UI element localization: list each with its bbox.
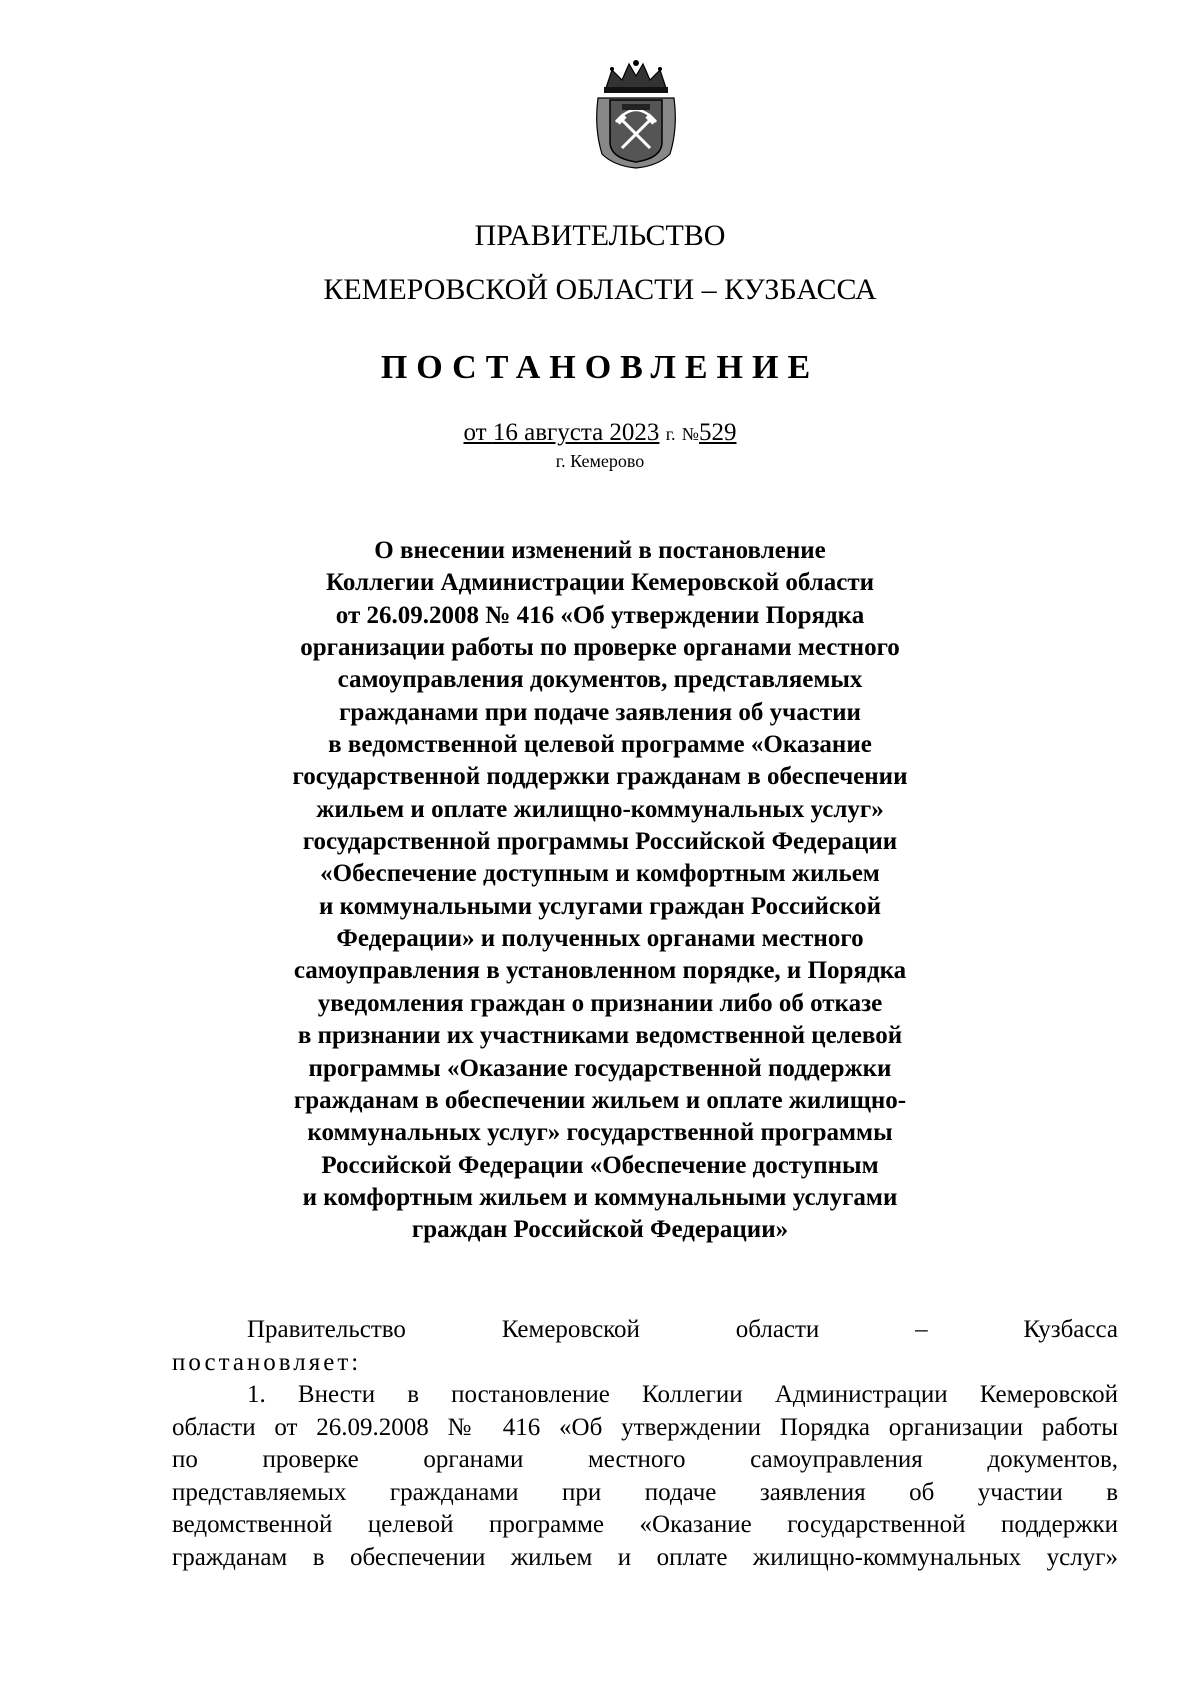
title-line: О внесении изменений в постановление — [374, 537, 826, 564]
title-line: самоуправления в установленном порядке, и Порядка — [293, 957, 907, 985]
title-line: граждан Российской Федерации» — [411, 1216, 789, 1244]
title-line: Федерации» и полученных органами местного — [336, 925, 864, 953]
body-line: по проверке органами местного самоуправления документов, — [172, 1446, 1118, 1473]
title-line: в признании их участниками ведомственной целевой — [297, 1022, 903, 1050]
title-line: и комфортным жильем и коммунальными услугами — [302, 1183, 898, 1211]
title-line: Российской Федерации «Обеспечение доступным — [321, 1151, 879, 1179]
title-line: Коллегии Администрации Кемеровской области — [325, 569, 875, 597]
body-line: представляемых гражданами при подаче заявления об участии в — [172, 1478, 1118, 1506]
body-line: 1. Внести в постановление Коллегии Администрации Кемеровской — [247, 1381, 1118, 1408]
document-title — [200, 535, 1000, 1247]
document-date-number — [0, 418, 1200, 449]
document-number: 529 — [698, 419, 737, 446]
year-suffix: г. — [665, 424, 676, 444]
body-line: ведомственной целевой программе «Оказание государственной поддержки — [172, 1511, 1118, 1538]
government-name-line1: ПРАВИТЕЛЬСТВО — [474, 219, 726, 252]
body-line: постановляет: — [172, 1348, 362, 1376]
body-line: области от 26.09.2008 № 416 «Об утверждении Порядка организации работы — [172, 1413, 1118, 1441]
date-prefix: от — [463, 419, 493, 446]
title-line: организации работы по проверке органами местного — [300, 634, 900, 662]
title-line: самоуправления документов, представляемых — [337, 666, 863, 694]
title-line: гражданам в обеспечении жильем и оплате жилищно- — [293, 1086, 907, 1114]
title-line: гражданами при подаче заявления об участии — [339, 698, 861, 726]
title-line: программы «Оказание государственной поддержки — [308, 1054, 892, 1082]
document-date: 16 августа 2023 — [492, 419, 660, 446]
title-line: в ведомственной целевой программе «Оказание — [328, 731, 872, 759]
government-name-line2: КЕМЕРОВСКОЙ ОБЛАСТИ – КУЗБАССА — [323, 273, 877, 306]
body-line: Правительство Кемеровской области – Кузбасса — [247, 1316, 1118, 1343]
title-line: жильем и оплате жилищно-коммунальных услуг» — [316, 795, 884, 823]
title-line: «Обеспечение доступным и комфортным жильем — [320, 860, 880, 888]
title-line: от 26.09.2008 № 416 «Об утверждении Порядка — [335, 601, 865, 629]
issue-city: г. Кемерово — [555, 451, 645, 471]
title-line: коммунальных услуг» государственной программы — [307, 1119, 893, 1147]
title-line: уведомления граждан о признании либо об отказе — [317, 989, 883, 1017]
title-line: государственной программы Российской Федерации — [302, 828, 898, 856]
title-line: государственной поддержки гражданам в обеспечении — [292, 763, 908, 791]
coat-of-arms-icon — [592, 58, 680, 170]
document-type-heading: ПОСТАНОВЛЕНИЕ — [380, 349, 820, 386]
number-sign: № — [681, 424, 699, 444]
document-body — [172, 1314, 1118, 1574]
title-line: и коммунальными услугами граждан Российской — [318, 892, 882, 920]
body-line: гражданам в обеспечении жильем и оплате жилищно-коммунальных услуг» — [172, 1543, 1118, 1571]
